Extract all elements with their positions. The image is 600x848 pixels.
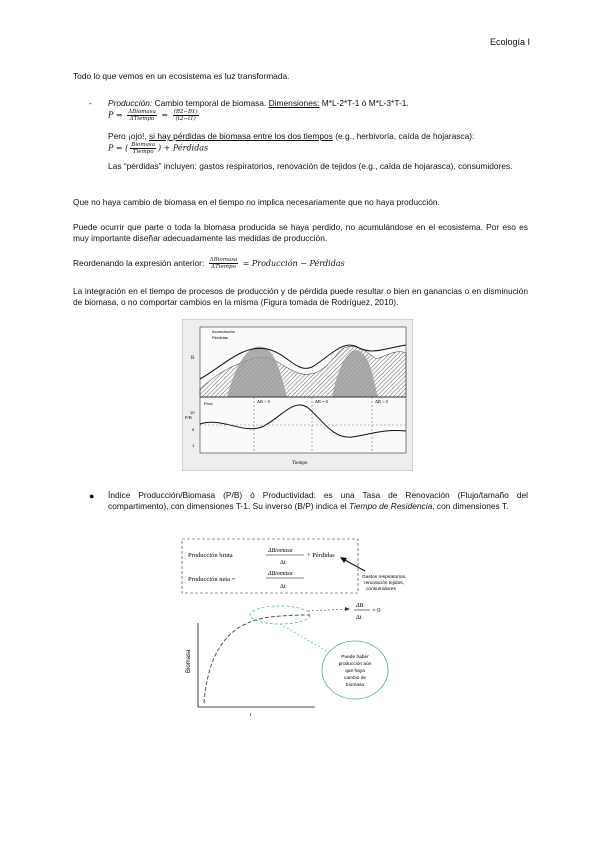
arrow-head [345, 607, 350, 611]
bubble-line: biomasa [345, 683, 365, 688]
formula-with-losses [108, 142, 208, 155]
page-header: Ecología I [489, 37, 530, 47]
paragraph-1: Que no haya cambio de biomasa en el tiempo no implica necesariamente que no haya producción. [73, 197, 440, 207]
fraction-biomasa-tiempo [130, 142, 156, 155]
tick-label: 5 [192, 427, 195, 432]
indice-text-b: , con dimensiones T. [432, 501, 509, 512]
tick-label: 1 [192, 443, 195, 448]
produccion-term: Producción: [108, 98, 153, 108]
indice-pb-text [108, 490, 528, 513]
frac-num: (B2−B1) [173, 109, 198, 115]
gross-production-rhs: + Pérdidas [307, 552, 335, 559]
produccion-line [108, 98, 528, 109]
y-axis-label: Biomasa [186, 649, 192, 673]
reorder-line [73, 257, 345, 270]
bubble-line: Puede haber [341, 655, 369, 660]
indice-text-em: Tiempo de Residencia [348, 501, 433, 512]
note-line: renovación tejidos, [364, 581, 404, 586]
fraction-biomass-time [127, 109, 157, 122]
mid-label: Prod. [204, 401, 214, 406]
biomass-curve [204, 615, 310, 703]
bubble-line: cambio de [343, 676, 367, 681]
dimensions-label: Dimensiones: [268, 98, 320, 108]
formula-equals: = [161, 110, 169, 120]
arrow-head [340, 557, 347, 563]
formula-lhs: P = [108, 110, 123, 120]
reorder-rhs: = Producción − Pérdidas [242, 258, 345, 268]
frac-num: ΔB [356, 603, 364, 609]
net-production-label: Producción neta = [188, 576, 236, 583]
perdidas-text: Las “pérdidas” incluyen: gastos respiratorios, renovación de tejidos (e.g., caída de hojarasca), consumidores. [108, 161, 513, 171]
bubble-line: producción aún [338, 662, 372, 667]
frac-den: ΔTiempo [211, 264, 236, 271]
frac-den: (t2−t1) [175, 116, 196, 123]
produccion-desc: Cambio temporal de biomasa. [154, 98, 267, 108]
reorder-label: Reordenando la expresión anterior: [73, 257, 205, 268]
pero-b: si hay pérdidas de biomasa entre los dos tiempos [148, 131, 333, 141]
intro-text: Todo lo que vemos en un ecosistema es luz transformada. [73, 71, 290, 81]
frac-num: ΔBiomasa [268, 548, 293, 554]
frac-num: ΔBiomasa [128, 109, 156, 115]
frac-den: ΔTiempo [129, 116, 155, 123]
x-axis-label: Tiempo [292, 461, 308, 466]
annotation-gain: ΔB > 0 [257, 399, 270, 404]
formula-rhs: ) + Pérdidas [158, 143, 209, 153]
note-line: consumidores [366, 587, 396, 592]
fraction-b2-b1 [173, 109, 199, 122]
frac-den: Δt [356, 615, 362, 621]
paragraph-2: Puede ocurrir que parte o toda la biomasa producida se haya perdido, no acumulándose en el ecosistema. Por eso es muy importante diseñar adecuadamente las medidas de producción. [73, 222, 528, 244]
pero-c: (e.g., herbivoría, caída de hojarasca): [335, 131, 475, 141]
pero-ojo-line [108, 131, 528, 142]
list-bullet: - [89, 98, 92, 108]
legend-losses: Pérdidas [212, 335, 228, 340]
frac-num: ΔBiomasa [209, 257, 238, 263]
y-label-biomass: B [191, 356, 195, 361]
frac-den: Δt [280, 584, 286, 590]
frac-den: Tiempo [132, 149, 154, 156]
annotation-zero: ΔB = 0 [315, 399, 328, 404]
indice-text-a: Índice Producción/Biomasa (P/B) ó Productividad: es una Tasa de Renovación (Flujo/tamaño del compartimento), con dimensiones T-1. Su inverso (B/P) indica el [108, 490, 528, 512]
frac-den: Δt [280, 560, 286, 566]
pero-a: Pero ¡ojo!, [108, 131, 147, 141]
note-line: Gastos respiratorios, [362, 575, 407, 580]
formula-lhs: P = ( [108, 143, 129, 153]
frac-num: ΔBiomasa [268, 571, 293, 577]
gross-production-label: Producción bruta [188, 552, 233, 559]
list-bullet: ● [89, 491, 95, 501]
tick-label: 10 [190, 410, 195, 415]
legend-accumulation: Acumulación [212, 329, 235, 334]
dimensions-value: M*L-2*T-1 ó M*L-3*T-1. [321, 98, 409, 108]
bubble-line: que haya [345, 669, 365, 674]
zero-change-rhs: = 0 [372, 607, 381, 614]
x-axis-label: t [250, 712, 252, 717]
paragraph-3: La integración en el tiempo de procesos de producción y de pérdida puede resultar o bien en ganancias o en disminución de biomasa, o no comportar cambios en la misma (Figura tomada de Rodríguez, 2010). [73, 286, 528, 308]
formula-production [108, 109, 201, 122]
reorder-fraction [209, 257, 239, 270]
annotation-loss: ΔB < 0 [375, 399, 388, 404]
biomass-dynamics-figure [182, 319, 413, 471]
y-label-pb: P/B [185, 415, 192, 420]
frac-num: Biomasa [131, 142, 156, 148]
production-figure [180, 535, 420, 717]
